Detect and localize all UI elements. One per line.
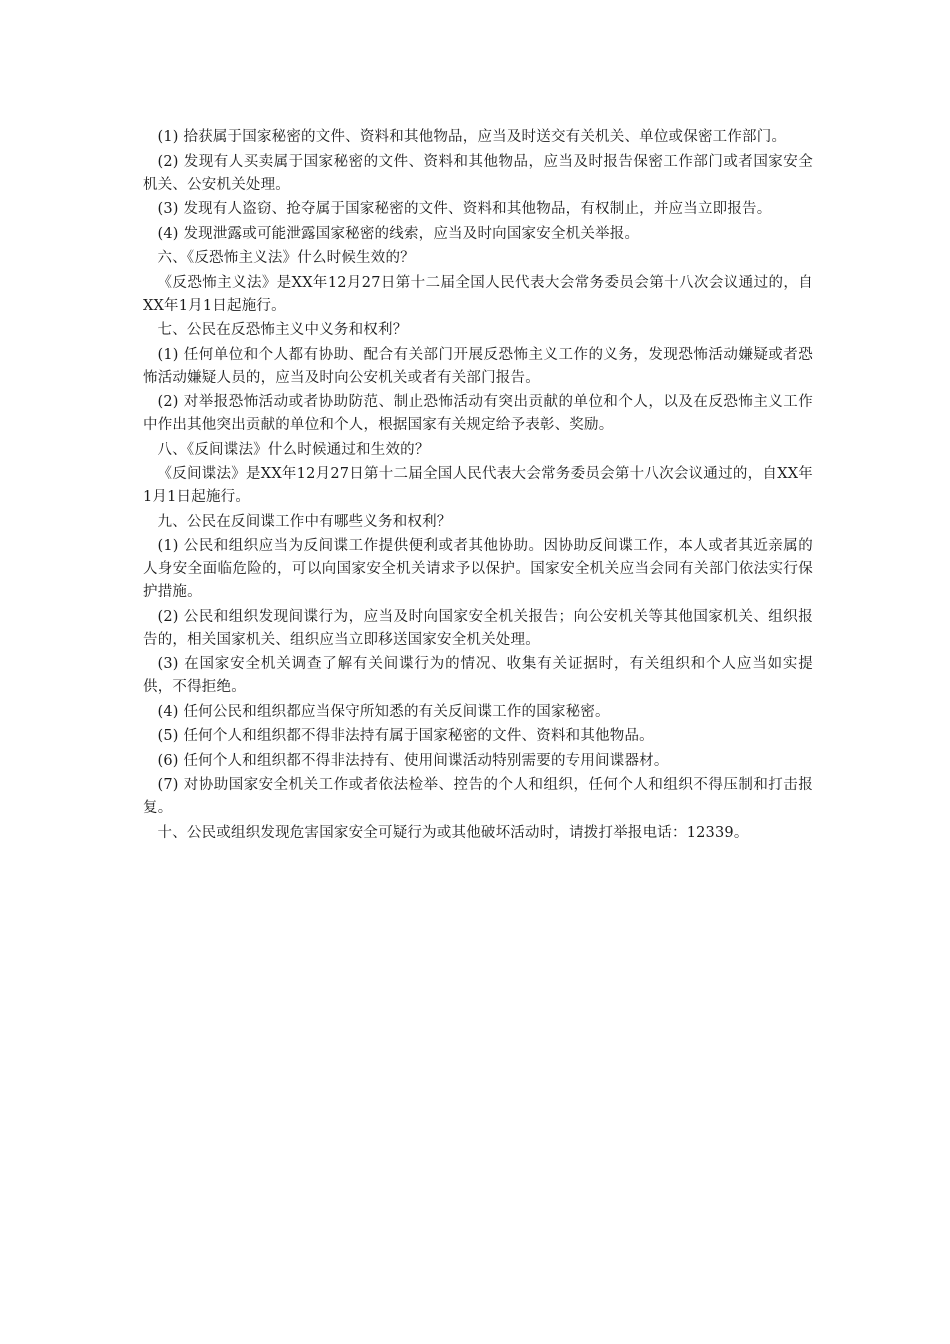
paragraph-secret-found: (1) 拾获属于国家秘密的文件、资料和其他物品，应当及时送交有关机关、单位或保密工作部门。	[157, 129, 787, 145]
heading-section-9: 九、公民在反间谍工作中有哪些义务和权利？	[157, 513, 452, 530]
paragraph-ce-report: (2) 公民和组织发现间谍行为，应当及时向国家安全机关报告；向公安机关等其他国家机关、组织报告的，相关国家机关、组织应当立即移送国家安全机关处理。	[143, 608, 813, 648]
paragraph-antiterror-law: 《反恐怖主义法》是XX年12月27日第十二届全国人民代表大会常务委员会第十八次会议通过的，自XX年1月1日起施行。	[143, 274, 813, 314]
heading-section-7: 七、公民在反恐怖主义中义务和权利？	[157, 322, 408, 338]
paragraph-secret-theft: (3) 发现有人盗窃、抢夺属于国家秘密的文件、资料和其他物品，有权制止，并应当立即报告。	[157, 201, 772, 217]
paragraph-ce-secrecy: (4) 任何公民和组织都应当保守所知悉的有关反间谍工作的国家秘密。	[157, 703, 610, 720]
heading-section-6: 六、《反恐怖主义法》什么时候生效的？	[157, 250, 415, 266]
heading-section-10-hotline: 十、公民或组织发现危害国家安全可疑行为或其他破坏活动时，请拨打举报电话：12339。	[157, 824, 749, 841]
paragraph-secret-trade: (2) 发现有人买卖属于国家秘密的文件、资料和其他物品，应当及时报告保密工作部门或者国家安全机关、公安机关处理。	[143, 153, 813, 193]
paragraph-secret-leak: (4) 发现泄露或可能泄露国家秘密的线索，应当及时向国家安全机关举报。	[157, 225, 640, 242]
paragraph-ce-investigate: (3) 在国家安全机关调查了解有关间谍行为的情况、收集有关证据时，有关组织和个人应当如实提供，不得拒绝。	[143, 656, 813, 695]
paragraph-counterespionage-law: 《反间谍法》是XX年12月27日第十二届全国人民代表大会常务委员会第十八次会议通过的，自XX年1月1日起施行。	[143, 466, 813, 505]
heading-section-8: 八、《反间谍法》什么时候通过和生效的？	[157, 441, 430, 458]
paragraph-ce-retaliation: (7) 对协助国家安全机关工作或者依法检举、控告的个人和组织，任何个人和组织不得压制和打击报复。	[143, 777, 813, 816]
paragraph-ce-equipment: (6) 任何个人和组织都不得非法持有、使用间谍活动特别需要的专用间谍器材。	[157, 752, 669, 769]
document-body	[143, 126, 813, 846]
paragraph-ce-documents: (5) 任何个人和组织都不得非法持有属于国家秘密的文件、资料和其他物品。	[157, 728, 654, 744]
paragraph-antiterror-duty: (1) 任何单位和个人都有协助、配合有关部门开展反恐怖主义工作的义务，发现恐怖活动嫌疑或者恐怖活动嫌疑人员的，应当及时向公安机关或者有关部门报告。	[143, 346, 813, 386]
paragraph-ce-assist: (1) 公民和组织应当为反间谍工作提供便利或者其他协助。因协助反间谍工作，本人或者其近亲属的人身安全面临危险的，可以向国家安全机关请求予以保护。国家安全机关应当会同有关部门依法实行保护措施。	[143, 538, 813, 600]
paragraph-antiterror-reward: (2) 对举报恐怖活动或者协助防范、制止恐怖活动有突出贡献的单位和个人，以及在反恐怖主义工作中作出其他突出贡献的单位和个人，根据国家有关规定给予表彰、奖励。	[143, 394, 813, 433]
